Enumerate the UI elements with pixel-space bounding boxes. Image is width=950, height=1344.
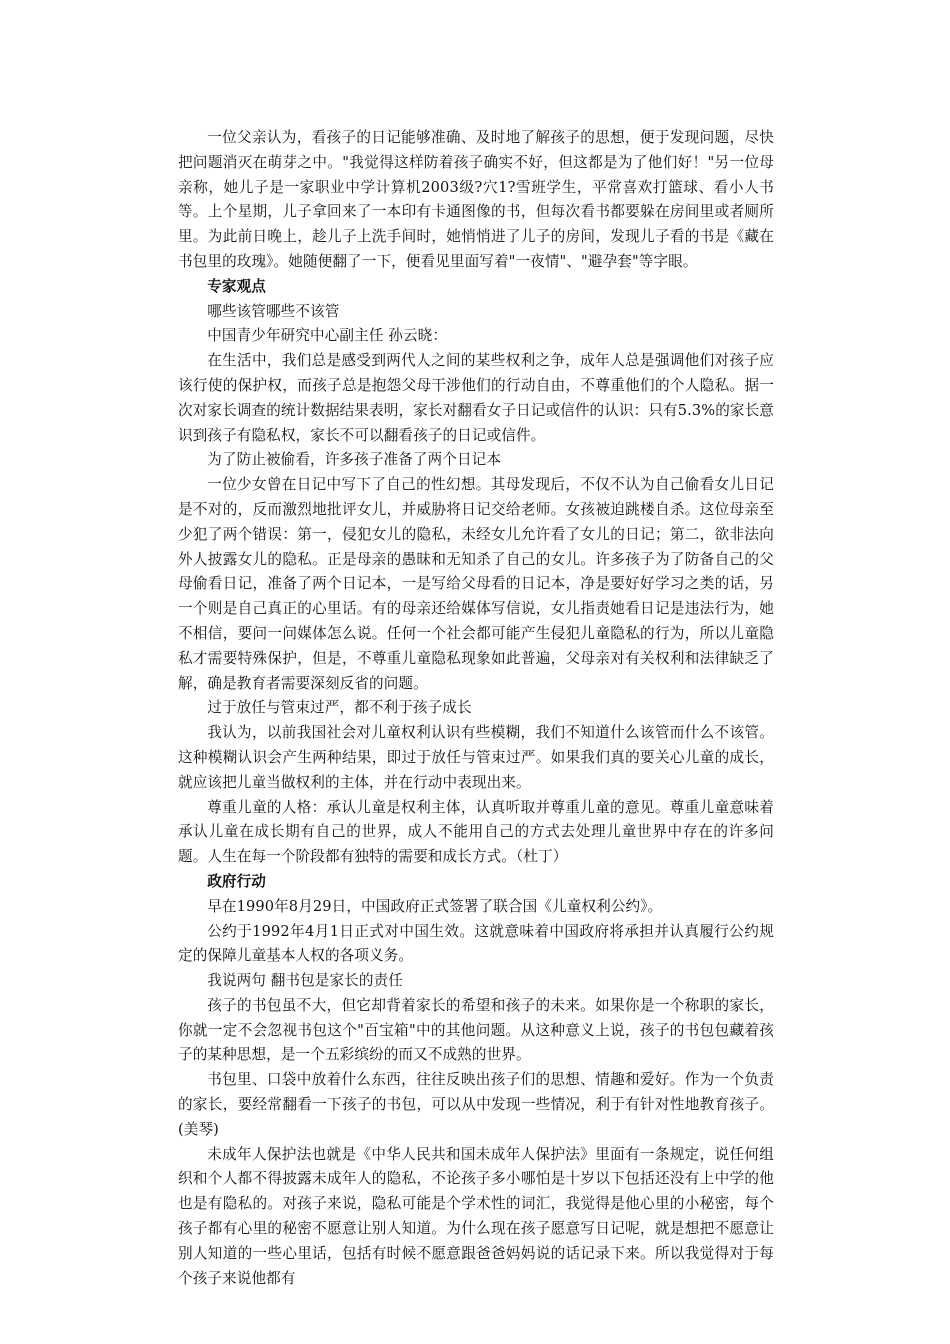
section-heading-government-action: 政府行动 [207, 872, 266, 890]
paragraph-minor-protection-law: 未成年人保护法也就是《中华人民共和国未成年人保护法》里面有一条规定，说任何组织和个人都不得披露未成年人的隐私，不论孩子多小哪怕是十岁以下包括还没有上中学的他也是有隐私的。对孩子来说，隐私可能是个学术性的词汇，我觉得是他心里的小秘密，每个孩子都有心里的秘密不愿意让别人知道。为什么现在孩子愿意写日记呢，就是想把不愿意让别人知道的一些心里话，包括有时候不愿意跟爸爸妈妈说的话记录下来。所以我觉得对于每个孩子来说他都有 [178, 1145, 774, 1287]
subheading-schoolbag-responsibility: 我说两句 翻书包是家长的责任 [207, 972, 403, 990]
paragraph-schoolbag-hopes: 孩子的书包虽不大，但它却背着家长的希望和孩子的未来。如果你是一个称职的家长，你就一定不会忽视书包这个"百宝箱"中的其他问题。从这种意义上说，孩子的书包包藏着孩子的某种思想，是一个五彩缤纷的而又不成熟的世界。 [178, 996, 774, 1064]
expert-attribution: 中国青少年研究中心副主任 孙云晓： [207, 327, 448, 345]
paragraph-convention-effective: 公约于1992年4月1日正式对中国生效。这就意味着中国政府将承担并认真履行公约规定的保障儿童基本人权的各项义务。 [178, 922, 774, 965]
document-body [178, 126, 774, 1291]
paragraph-rights-conflict: 在生活中，我们总是感受到两代人之间的某些权利之争，成年人总是强调他们对孩子应该行使的保护权，而孩子总是抱怨父母干涉他们的行动自由，不尊重他们的个人隐私。据一次对家长调查的统计数据结果表明，家长对翻看女子日记或信件的认识：只有5.3%的家长意识到孩子有隐私权，家长不可以翻看孩子的日记或信件。 [178, 352, 774, 444]
paragraph-girl-diary-story: 一位少女曾在日记中写下了自己的性幻想。其母发现后，不仅不认为自己偷看女儿日记是不对的，反而激烈地批评女儿，并威胁将日记交给老师。女孩被迫跳楼自杀。这位母亲至少犯了两个错误：第一，侵犯女儿的隐私，未经女儿允许看了女儿的日记；第二，欲非法向外人披露女儿的隐私。正是母亲的愚昧和无知杀了自己的女儿。许多孩子为了防备自己的父母偷看日记，准备了两个日记本，一是写给父母看的日记本，净是要好好学习之类的话，另一个则是自己真正的心里话。有的母亲还给媒体写信说，女儿指责她看日记是违法行为，她不相信，要问一问媒体怎么说。任何一个社会都可能产生侵犯儿童隐私的行为，所以儿童隐私才需要特殊保护，但是，不尊重儿童隐私现象如此普遍，父母亲对有关权利和法律缺乏了解，确是教育者需要深刻反省的问题。 [178, 476, 774, 692]
paragraph-convention-signed: 早在1990年8月29日，中国政府正式签署了联合国《儿童权利公约》。 [207, 897, 663, 915]
subheading-indulgence-strictness: 过于放任与管束过严，都不利于孩子成长 [207, 699, 472, 717]
subheading-two-diaries: 为了防止被偷看，许多孩子准备了两个日记本 [207, 451, 502, 469]
paragraph-children-rights-recognition: 我认为，以前我国社会对儿童权利认识有些模糊，我们不知道什么该管而什么不该管。这种模糊认识会产生两种结果，即过于放任与管束过严。如果我们真的要关心儿童的成长，就应该把儿童当做权利的主体，并在行动中表现出来。 [178, 724, 774, 791]
paragraph-schoolbag-check: 书包里、口袋中放着什么东西，往往反映出孩子们的思想、情趣和爱好。作为一个负责的家长，要经常翻看一下孩子的书包，可以从中发现一些情况，利于有针对性地教育孩子。(美琴) [178, 1071, 774, 1138]
section-heading-expert-views: 专家观点 [207, 277, 266, 295]
paragraph-father-mother-diary: 一位父亲认为，看孩子的日记能够准确、及时地了解孩子的思想，便于发现问题，尽快把问题消灭在萌芽之中。"我觉得这样防着孩子确实不好，但这都是为了他们好！"另一位母亲称，她儿子是一家职业中学计算机2003级?穴1?雪班学生，平常喜欢打篮球、看小人书等。上个星期，儿子拿回来了一本印有卡通图像的书，但每次看书都要躲在房间里或者厕所里。为此前日晚上，趁儿子上洗手间时，她悄悄进了儿子的房间，发现儿子看的书是《藏在书包里的玫瑰》。她随便翻了一下，便看见里面写着"一夜情"、"避孕套"等字眼。 [178, 129, 774, 270]
subheading-what-to-manage: 哪些该管哪些不该管 [207, 302, 340, 320]
paragraph-respect-children: 尊重儿童的人格：承认儿童是权利主体，认真听取并尊重儿童的意见。尊重儿童意味着承认儿童在成长期有自己的世界，成人不能用自己的方式去处理儿童世界中存在的许多问题。人生在每一个阶段都有独特的需要和成长方式。（杜丁） [178, 798, 774, 866]
